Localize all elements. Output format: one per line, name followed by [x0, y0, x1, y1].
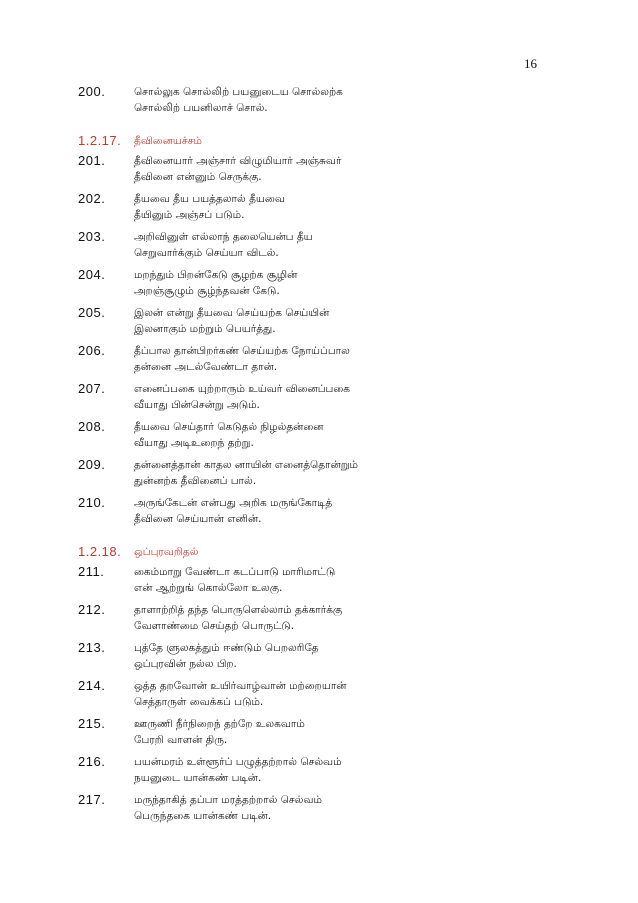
- verse-number: 209.: [78, 457, 106, 472]
- verse-text: [134, 716, 578, 748]
- verse-text: [134, 229, 578, 261]
- verse-entry: [78, 84, 578, 116]
- section-heading: [78, 544, 578, 560]
- verse-line: துன்னற்க தீவினைப் பால்.: [134, 475, 257, 487]
- section-title: ஒப்புரவறிதல்: [134, 546, 199, 558]
- verse-text: [134, 419, 578, 451]
- verse-number: 201.: [78, 153, 106, 168]
- verse-entry: [78, 191, 578, 223]
- verse-text: [134, 153, 578, 185]
- verse-number: 200.: [78, 84, 106, 99]
- page-number: 16: [524, 56, 537, 71]
- verse-entry: [78, 457, 578, 489]
- verse-text: [134, 305, 578, 337]
- verse-line: செத்தாருள் வைக்கப் படும்.: [134, 696, 264, 708]
- verse-line: தீப்பால தான்பிறர்கண் செய்யற்க நோய்ப்பால: [134, 345, 350, 357]
- verse-number: 211.: [78, 564, 105, 579]
- verse-entry: [78, 229, 578, 261]
- verse-entry: [78, 754, 578, 786]
- verse-line: பெருந்தகை யான்கண் படின்.: [134, 810, 272, 822]
- verse-text: [134, 343, 578, 375]
- verse-number: 207.: [78, 381, 106, 396]
- verse-line: அறஞ்சூழும் சூழ்ந்தவன் கேடு.: [134, 285, 280, 297]
- verse-line: தீயவை தீய பயத்தலால் தீயவை: [134, 193, 285, 205]
- verse-number: 206.: [78, 343, 106, 358]
- verse-line: என் ஆற்றுங் கொல்லோ உலகு.: [134, 582, 283, 594]
- verse-number: 217.: [78, 792, 106, 807]
- verse-line: மறந்தும் பிறன்கேடு சூழற்க சூழின்: [134, 269, 298, 281]
- verse-line: வேளாண்மை செய்தற் பொருட்டு.: [134, 620, 295, 632]
- verse-line: மருந்தாகித் தப்பா மரத்தற்றால் செல்வம்: [134, 794, 322, 806]
- section-number: 1.2.17.: [78, 133, 122, 148]
- verse-line: தீவினையார் அஞ்சார் விழுமியார் அஞ்சுவர்: [134, 155, 342, 167]
- verse-line: வீயாது பின்சென்று அடும்.: [134, 399, 260, 411]
- verse-entry: [78, 564, 578, 596]
- verse-line: அருங்கேடன் என்பது அறிக மருங்கோடித்: [134, 497, 333, 509]
- verse-line: ஊருணி நீர்நிறைந் தற்றே உலகவாம்: [134, 718, 305, 730]
- verse-number: 203.: [78, 229, 106, 244]
- verse-line: பயன்மரம் உள்ளூர்ப் பழுத்தற்றால் செல்வம்: [134, 756, 342, 768]
- verse-entry: [78, 419, 578, 451]
- verse-entry: [78, 381, 578, 413]
- verse-number: 202.: [78, 191, 106, 206]
- verse-number: 214.: [78, 678, 106, 693]
- verse-line: சொல்லுக சொல்லிற் பயனுடைய சொல்லற்க: [134, 86, 343, 98]
- verse-line: சொல்லிற் பயனிலாச் சொல்.: [134, 102, 268, 114]
- verse-number: 204.: [78, 267, 106, 282]
- verse-line: தன்னைத்தான் காதல னாயின் எனைத்தொன்றும்: [134, 459, 358, 471]
- verse-text: [134, 564, 578, 596]
- verse-line: அறிவினுள் எல்லாந் தலையென்ப தீய: [134, 231, 313, 243]
- verse-entry: [78, 305, 578, 337]
- verse-number: 213.: [78, 640, 106, 655]
- verse-entry: [78, 267, 578, 299]
- verse-line: இலன் என்று தீயவை செய்யற்க செய்யின்: [134, 307, 330, 319]
- verse-line: வீயாது அடிஉறைந் தற்று.: [134, 437, 254, 449]
- verse-line: நயனுடை யான்கண் படின்.: [134, 772, 262, 784]
- section-title: தீவினையச்சம்: [134, 135, 202, 147]
- verse-text: [134, 267, 578, 299]
- verse-line: தீயவை செய்தார் கெடுதல் நிழல்தன்னை: [134, 421, 324, 433]
- verse-text: [134, 640, 578, 672]
- verse-line: தன்னை அடல்வேண்டா தான்.: [134, 361, 278, 373]
- verse-entry: [78, 678, 578, 710]
- verse-text: [134, 754, 578, 786]
- verse-number: 208.: [78, 419, 106, 434]
- verse-line: ஒப்புரவின் நல்ல பிற.: [134, 658, 237, 670]
- verse-text: [134, 457, 578, 489]
- verse-text: [134, 792, 578, 824]
- verse-entry: [78, 716, 578, 748]
- section-heading: [78, 133, 578, 149]
- verse-line: பேரறி வாளன் திரு.: [134, 734, 228, 746]
- verse-line: ஒத்த தறவோன் உயிர்வாழ்வான் மற்றையான்: [134, 680, 347, 692]
- verse-line: புத்தே ளுலகத்தும் ஈண்டும் பெறலரிதே: [134, 642, 319, 654]
- verse-line: தாளாற்றித் தந்த பொருளெல்லாம் தக்கார்க்கு: [134, 604, 343, 616]
- verse-line: தீவினை என்னும் செருக்கு.: [134, 171, 262, 183]
- verse-entry: [78, 640, 578, 672]
- verse-line: செறுவார்க்கும் செய்யா விடல்.: [134, 247, 279, 259]
- verse-text: [134, 602, 578, 634]
- document-body: [78, 84, 578, 830]
- verse-number: 205.: [78, 305, 106, 320]
- verse-entry: [78, 495, 578, 527]
- verse-line: கைம்மாறு வேண்டா கடப்பாடு மாரிமாட்டு: [134, 566, 336, 578]
- verse-entry: [78, 343, 578, 375]
- verse-line: இலனாகும் மற்றும் பெயர்த்து.: [134, 323, 276, 335]
- verse-text: [134, 678, 578, 710]
- section-number: 1.2.18.: [78, 544, 122, 559]
- verse-text: [134, 84, 578, 116]
- verse-number: 210.: [78, 495, 106, 510]
- verse-text: [134, 495, 578, 527]
- verse-entry: [78, 792, 578, 824]
- verse-line: தீயினும் அஞ்சப் படும்.: [134, 209, 245, 221]
- verse-number: 216.: [78, 754, 106, 769]
- verse-entry: [78, 153, 578, 185]
- verse-number: 212.: [78, 602, 106, 617]
- verse-text: [134, 381, 578, 413]
- verse-text: [134, 191, 578, 223]
- verse-entry: [78, 602, 578, 634]
- verse-line: தீவினை செய்யான் எனின்.: [134, 513, 262, 525]
- verse-line: எனைப்பகை யுற்றாரும் உய்வர் வினைப்பகை: [134, 383, 350, 395]
- verse-number: 215.: [78, 716, 106, 731]
